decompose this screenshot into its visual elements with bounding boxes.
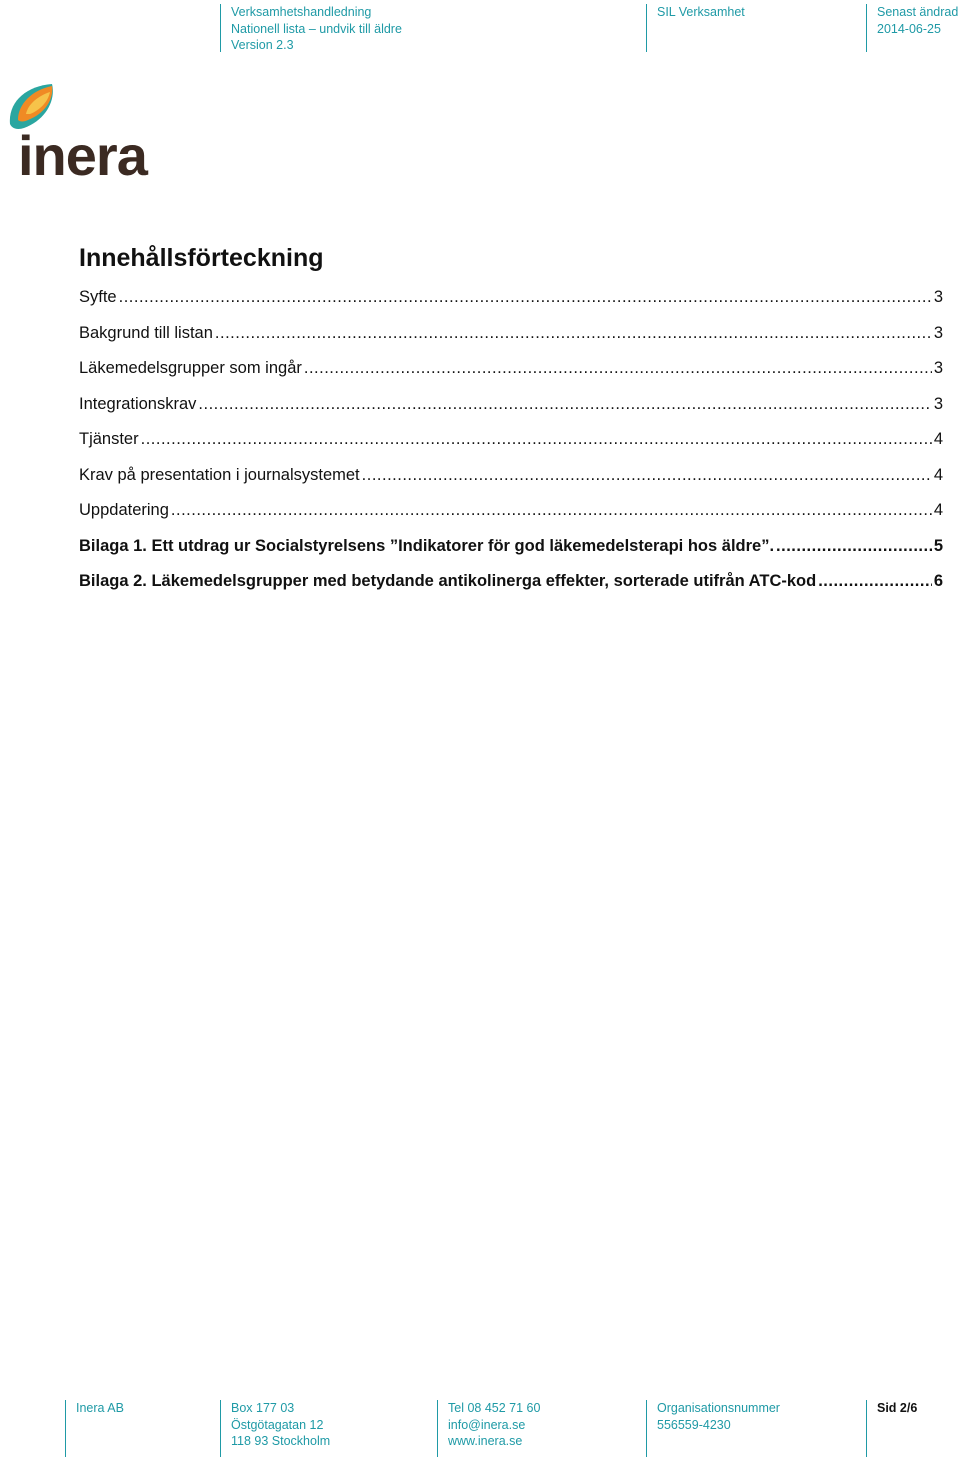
logo-leaf-icon [10, 84, 53, 129]
toc-entry-uppdatering[interactable] [79, 498, 943, 534]
toc-entry-page: 4 [933, 501, 943, 519]
header-owner: SIL Verksamhet [657, 5, 745, 19]
toc-dot-leader [304, 356, 932, 380]
header-version: Version 2.3 [231, 38, 294, 52]
footer-address-line2: Östgötagatan 12 [231, 1417, 324, 1432]
toc-entry-integrationskrav[interactable] [79, 392, 943, 428]
toc-entry-lakemedelsgrupper[interactable] [79, 356, 943, 392]
toc-entry-label: Bilaga 2. Läkemedelsgrupper med betydande antikolinerga effekter, sorterade utifrån ATC-kod [79, 572, 817, 590]
footer-address-line3: 118 93 Stockholm [231, 1434, 331, 1448]
toc-entry-bakgrund[interactable] [79, 321, 943, 357]
toc-entry-bilaga-1[interactable] [79, 534, 943, 570]
logo-wordmark: inera [18, 124, 147, 185]
toc-entry-page: 3 [933, 288, 943, 306]
footer-page [866, 1400, 917, 1457]
table-of-contents [79, 285, 943, 605]
toc-entry-label: Bilaga 1. Ett utdrag ur Socialstyrelsens ”Indikatorer för god läkemedelsterapi hos äldre”. [79, 536, 775, 555]
footer-web-link[interactable]: www.inera.se [448, 1434, 523, 1448]
footer-email-link[interactable]: info@inera.se [448, 1417, 526, 1432]
toc-entry-label: Tjänster [79, 430, 139, 448]
toc-entry-page: 4 [933, 465, 943, 484]
footer-address [220, 1400, 330, 1457]
toc-entry-tjanster[interactable] [79, 427, 943, 463]
footer-org-number: 556559-4230 [657, 1417, 731, 1432]
toc-dot-leader [215, 321, 932, 345]
toc-title: Innehållsförteckning [79, 244, 324, 272]
footer-company [65, 1400, 124, 1457]
footer-address-line1: Box 177 03 [231, 1401, 295, 1415]
footer-contact [437, 1400, 540, 1457]
header-doc-type: Verksamhetshandledning [231, 5, 372, 19]
toc-entry-bilaga-2[interactable] [79, 569, 943, 605]
toc-entry-label: Uppdatering [79, 501, 169, 519]
toc-entry-krav-presentation[interactable] [79, 463, 943, 499]
footer-organisation [646, 1400, 780, 1457]
header-changed-date: 2014-06-25 [877, 21, 941, 36]
footer-company-name: Inera AB [76, 1401, 124, 1415]
footer-org-label: Organisationsnummer [657, 1401, 780, 1415]
toc-entry-page: 3 [933, 359, 943, 377]
toc-entry-label: Integrationskrav [79, 394, 197, 413]
inera-logo [4, 80, 174, 185]
header-owner-info [646, 4, 745, 52]
toc-entry-label: Krav på presentation i journalsystemet [79, 465, 360, 484]
toc-entry-page: 5 [933, 536, 943, 555]
header-doc-title: Nationell lista – undvik till äldre [231, 21, 402, 36]
toc-entry-label: Bakgrund till listan [79, 323, 213, 342]
toc-dot-leader [776, 534, 932, 558]
toc-dot-leader [119, 285, 932, 309]
toc-entry-page: 3 [933, 323, 943, 342]
header-date-info [866, 4, 958, 52]
toc-dot-leader [171, 498, 932, 522]
toc-dot-leader [818, 569, 932, 593]
toc-entry-page: 4 [933, 430, 943, 448]
header-document-info [220, 4, 402, 52]
toc-dot-leader [141, 427, 932, 451]
toc-entry-page: 3 [933, 394, 943, 413]
footer-phone: Tel 08 452 71 60 [448, 1401, 541, 1415]
toc-entry-label: Läkemedelsgrupper som ingår [79, 359, 302, 377]
toc-dot-leader [198, 392, 931, 416]
toc-entry-syfte[interactable] [79, 285, 943, 321]
header-changed-label: Senast ändrad [877, 5, 959, 19]
toc-dot-leader [362, 463, 932, 487]
toc-entry-label: Syfte [79, 288, 117, 306]
toc-entry-page: 6 [933, 572, 943, 590]
footer-page-indicator: Sid 2/6 [877, 1401, 918, 1415]
